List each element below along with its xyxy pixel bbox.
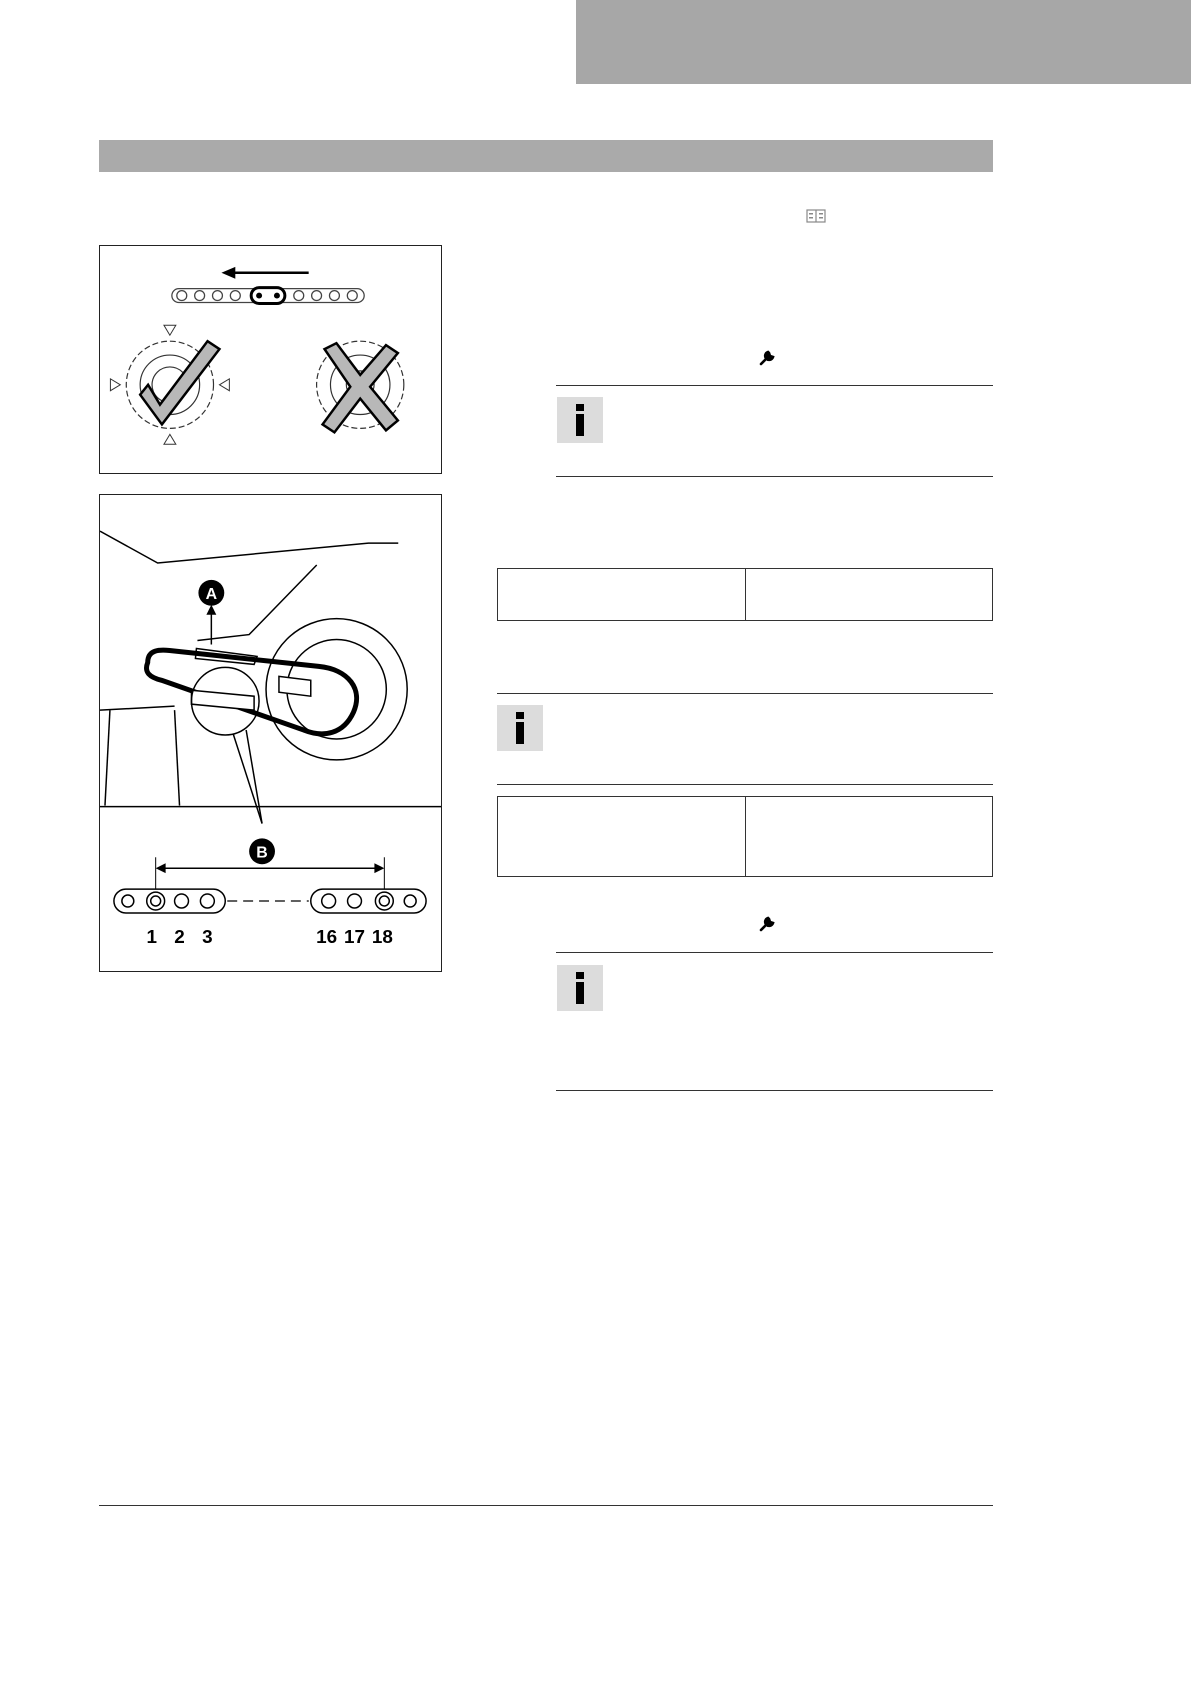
note-top-rule (556, 385, 993, 386)
link-number-1: 1 (146, 926, 157, 948)
figure-chain-link-direction (99, 245, 442, 474)
link-number-17: 17 (344, 926, 366, 948)
link-number-3: 3 (202, 926, 213, 948)
spec-table-label-cell (498, 797, 745, 876)
note-top-rule (497, 693, 993, 694)
spec-table-value-cell (745, 797, 993, 876)
section-heading-bar (99, 140, 993, 172)
callout-b-label: B (256, 844, 268, 862)
info-icon (557, 965, 603, 1011)
callout-a-label: A (205, 585, 218, 603)
wrench-icon (758, 349, 776, 367)
wrench-icon (758, 915, 776, 933)
figure-chain-wear-measurement (99, 494, 442, 972)
footer-rule (99, 1505, 993, 1506)
link-number-2: 2 (174, 926, 185, 948)
spec-table-label-cell (498, 569, 745, 620)
info-icon (497, 705, 543, 751)
note-bottom-rule (556, 476, 993, 477)
note-bottom-rule (497, 784, 993, 785)
manual-book-icon (806, 208, 826, 224)
note-top-rule (556, 952, 993, 953)
info-icon (557, 397, 603, 443)
spec-table-value-cell (745, 569, 993, 620)
chapter-tab (576, 0, 1191, 84)
link-number-18: 18 (371, 926, 393, 948)
link-number-16: 16 (316, 926, 338, 948)
spec-table (497, 796, 993, 877)
spec-table (497, 568, 993, 621)
note-bottom-rule (556, 1090, 993, 1091)
